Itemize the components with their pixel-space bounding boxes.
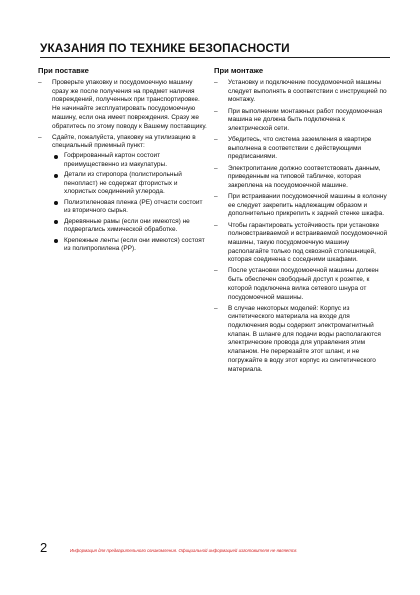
delivery-heading: При поставке [38,66,89,75]
installation-item: – В случае некоторых моделей: Корпус из синтетического материала на входе для подключения воды содержит электромагнитный клапан. В шланге для подачи воды располагаются электрические провода для управления этим клапаном. Не перерезайте этот шланг, и не погружайте в воду этот корпус из синтетического материала. [214,305,390,375]
recycling-item: Крепежные ленты (если они имеются) состоят из полипропилена (PP). [52,237,208,254]
bullet-icon [54,239,58,243]
installation-item: – При выполнении монтажных работ посудомоечная машина не должна быть подключена к электрической сети. [214,108,390,134]
installation-item: – После установки посудомоечной машины должен быть обеспечен свободный доступ к розетке, к которой подключена вилка сетевого шнура от посудомоечной машины. [214,267,390,302]
page-title: УКАЗАНИЯ ПО ТЕХНИКЕ БЕЗОПАСНОСТИ [40,41,290,55]
installation-item: – Установку и подключение посудомоечной машины следует выполнять в соответствии с инструкцией по монтажу. [214,79,390,105]
bullet-icon [54,201,58,205]
delivery-item: – Сдайте, пожалуйста, упаковку на утилизацию в специальный приемный пункт: Гофрированный картон состоит преимущественно из макулатуры. Детали из стиропора (полистирольный пенопласт) не содержат фтористых и хлористых соединений углерода. Полиэтиленовая пленка (PE) отчасти состоит из вторичного сырья. Деревянные рамы (если они имеются) не подвергались химической обработке. Крепежные ленты (если они имеются) состоят из полипропилена (PP). [38,134,208,255]
bullet-icon [54,220,58,224]
installation-list [214,79,390,374]
installation-item: – Электропитание должно соответствовать данным, приведенным на типовой табличке, которая закреплена на посудомоечной машине. [214,165,390,191]
title-divider [40,57,390,58]
recycling-list [52,152,208,254]
installation-item: – Убедитесь, что система заземления в квартире выполнена в соответствии с действующими предписаниями. [214,136,390,162]
page-number: 2 [40,540,48,555]
recycling-item: Детали из стиропора (полистирольный пенопласт) не содержат фтористых и хлористых соединений углерода. [52,171,208,197]
footer-disclaimer: Информация для предварительного ознакомления. Официальной информацией изготовителя не является. [70,548,298,553]
delivery-item: – Проверьте упаковку и посудомоечную машину сразу же после получения на предмет наличия повреждений, полученных при транспортировке. Не начинайте эксплуатировать посудомоечную машину, если она имеет повреждения. Сразу же обратитесь по этому поводу к Вашему поставщику. [38,79,208,131]
bullet-icon [54,155,58,159]
delivery-list [38,79,208,254]
bullet-icon [54,174,58,178]
installation-section [214,66,390,377]
recycling-item: Полиэтиленовая пленка (PE) отчасти состоит из вторичного сырья. [52,199,208,216]
installation-heading: При монтаже [214,66,264,75]
recycling-item: Деревянные рамы (если они имеются) не подвергались химической обработке. [52,218,208,235]
installation-item: – При встраивании посудомоечной машины в колонну ее следует закрепить надлежащим образом и дополнительно прикрепить к задней стенке шкафа. [214,193,390,219]
recycling-item: Гофрированный картон состоит преимущественно из макулатуры. [52,152,208,169]
installation-item: – Чтобы гарантировать устойчивость при установке полновстраиваемой и встраиваемой посудомоечной машины, такую посудомоечную машину располагайте только под сквозной столешницей, которая соединена с соседними шкафами. [214,222,390,266]
delivery-section [38,66,208,257]
